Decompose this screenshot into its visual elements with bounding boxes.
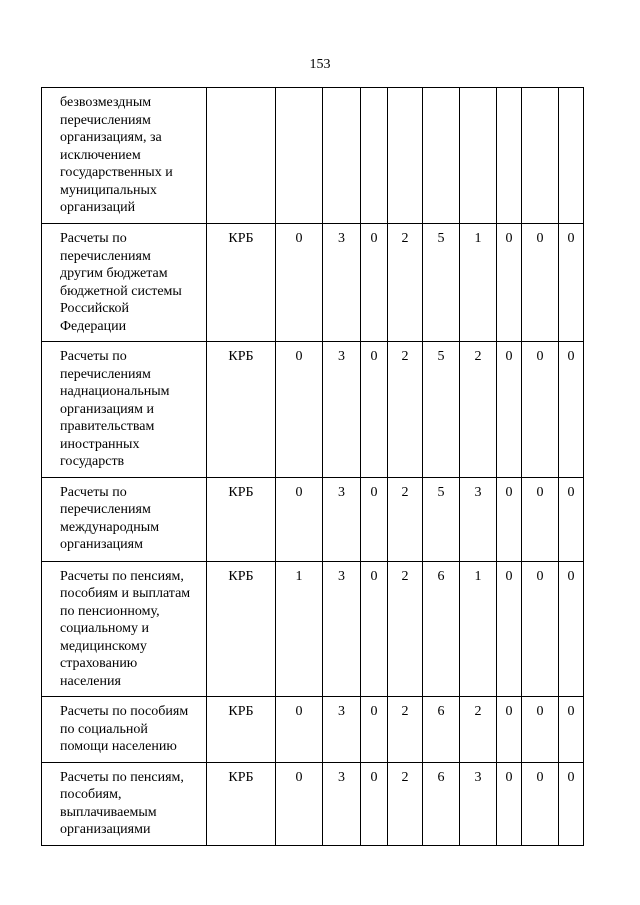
row-description — [42, 88, 207, 224]
code-digit: 3 — [460, 477, 497, 561]
description-line: перечислениям — [60, 366, 151, 382]
code-digit: 0 — [559, 224, 584, 342]
table-row — [42, 762, 584, 845]
code-digit: 0 — [559, 477, 584, 561]
code-digit: 6 — [423, 561, 460, 697]
code-digit: 1 — [460, 561, 497, 697]
row-description — [42, 697, 207, 763]
description-line: бюджетной системы — [60, 283, 182, 299]
description-line: Расчеты по пенсиям, — [60, 568, 184, 584]
code-digit: 0 — [559, 762, 584, 845]
code-digit: 2 — [388, 342, 423, 478]
code-digit: 0 — [276, 477, 323, 561]
code-digit: 0 — [497, 477, 522, 561]
row-kind-code: КРБ — [207, 697, 276, 763]
description-line: наднациональным — [60, 384, 170, 399]
description-line: помощи населению — [60, 739, 177, 754]
description-line: организациям и — [60, 401, 154, 417]
code-digit: 0 — [497, 697, 522, 763]
description-line: перечислениям — [60, 502, 151, 517]
row-kind-code: КРБ — [207, 762, 276, 845]
code-digit: 0 — [497, 561, 522, 697]
description-line: исключением — [60, 147, 141, 163]
code-digit: 2 — [388, 561, 423, 697]
page-number: 153 — [309, 57, 331, 72]
description-line: медицинскому — [60, 638, 147, 654]
code-digit: 2 — [388, 762, 423, 845]
table-row — [42, 224, 584, 342]
description-line: выплачиваемым — [60, 804, 157, 820]
description-line: социальному и — [60, 621, 149, 636]
table-row — [42, 561, 584, 697]
description-line: пособиям, — [60, 787, 122, 802]
code-digit — [276, 88, 323, 224]
account-codes-table — [41, 87, 584, 846]
code-digit — [522, 88, 559, 224]
code-digit: 1 — [276, 561, 323, 697]
description-line: другим бюджетам — [60, 266, 168, 281]
description-line: Расчеты по — [60, 231, 127, 246]
row-kind-code: КРБ — [207, 561, 276, 697]
description-line: государственных и — [60, 165, 173, 180]
row-kind-code — [207, 88, 276, 224]
code-digit: 0 — [559, 697, 584, 763]
code-digit: 6 — [423, 697, 460, 763]
code-digit: 2 — [388, 697, 423, 763]
code-digit — [388, 88, 423, 224]
code-digit: 0 — [497, 762, 522, 845]
description-line: Федерации — [60, 318, 127, 334]
code-digit: 0 — [522, 561, 559, 697]
description-line: Расчеты по пособиям — [60, 704, 189, 719]
description-line: организациям — [60, 537, 143, 552]
code-digit: 0 — [522, 224, 559, 342]
table-row — [42, 88, 584, 224]
code-digit: 0 — [522, 697, 559, 763]
row-description — [42, 224, 207, 342]
code-digit: 5 — [423, 224, 460, 342]
code-digit: 0 — [361, 561, 388, 697]
code-digit — [460, 88, 497, 224]
code-digit: 3 — [323, 342, 361, 478]
description-line: перечислениям — [60, 112, 151, 128]
code-digit: 0 — [276, 762, 323, 845]
code-digit: 1 — [460, 224, 497, 342]
description-line: правительствам — [60, 419, 155, 434]
code-digit: 0 — [276, 224, 323, 342]
code-digit — [323, 88, 361, 224]
code-digit: 0 — [361, 342, 388, 478]
code-digit: 5 — [423, 477, 460, 561]
row-description — [42, 561, 207, 697]
code-digit: 3 — [323, 477, 361, 561]
code-digit: 0 — [276, 342, 323, 478]
code-digit: 6 — [423, 762, 460, 845]
row-kind-code: КРБ — [207, 342, 276, 478]
description-line: организациями — [60, 822, 151, 837]
description-line: по пенсионному, — [60, 603, 160, 619]
code-digit: 2 — [388, 477, 423, 561]
row-description — [42, 762, 207, 845]
description-line: населения — [60, 673, 121, 689]
code-digit — [559, 88, 584, 224]
description-line: Расчеты по пенсиям, — [60, 769, 184, 785]
description-line: международным — [60, 519, 160, 535]
code-digit: 5 — [423, 342, 460, 478]
code-digit: 3 — [323, 561, 361, 697]
code-digit: 0 — [522, 477, 559, 561]
row-description — [42, 342, 207, 478]
description-line: безвозмездным — [60, 95, 152, 110]
code-digit: 2 — [460, 342, 497, 478]
description-line: Российской — [60, 301, 129, 316]
code-digit: 0 — [361, 697, 388, 763]
code-digit: 3 — [460, 762, 497, 845]
code-digit: 0 — [276, 697, 323, 763]
description-line: Расчеты по — [60, 484, 127, 500]
code-digit: 0 — [361, 477, 388, 561]
description-line: перечислениям — [60, 248, 151, 264]
code-digit: 0 — [522, 762, 559, 845]
code-digit: 0 — [522, 342, 559, 478]
description-line: Расчеты по — [60, 349, 127, 364]
row-kind-code: КРБ — [207, 224, 276, 342]
code-digit — [497, 88, 522, 224]
row-description — [42, 477, 207, 561]
description-line: пособиям и выплатам — [60, 586, 191, 601]
code-digit: 0 — [361, 762, 388, 845]
table-row — [42, 697, 584, 763]
code-digit: 0 — [559, 561, 584, 697]
description-line: иностранных — [60, 436, 140, 452]
table-row — [42, 477, 584, 561]
row-kind-code: КРБ — [207, 477, 276, 561]
description-line: муниципальных — [60, 182, 157, 198]
code-digit: 0 — [361, 224, 388, 342]
code-digit: 0 — [497, 224, 522, 342]
code-digit: 3 — [323, 762, 361, 845]
code-digit: 3 — [323, 224, 361, 342]
code-digit: 3 — [323, 697, 361, 763]
description-line: по социальной — [60, 721, 148, 737]
code-digit — [423, 88, 460, 224]
code-digit: 2 — [388, 224, 423, 342]
description-line: организаций — [60, 200, 136, 215]
code-digit — [361, 88, 388, 224]
description-line: страхованию — [60, 656, 138, 671]
table-row — [42, 342, 584, 478]
code-digit: 2 — [460, 697, 497, 763]
description-line: государств — [60, 454, 125, 469]
code-digit: 0 — [497, 342, 522, 478]
description-line: организациям, за — [60, 130, 162, 145]
code-digit: 0 — [559, 342, 584, 478]
